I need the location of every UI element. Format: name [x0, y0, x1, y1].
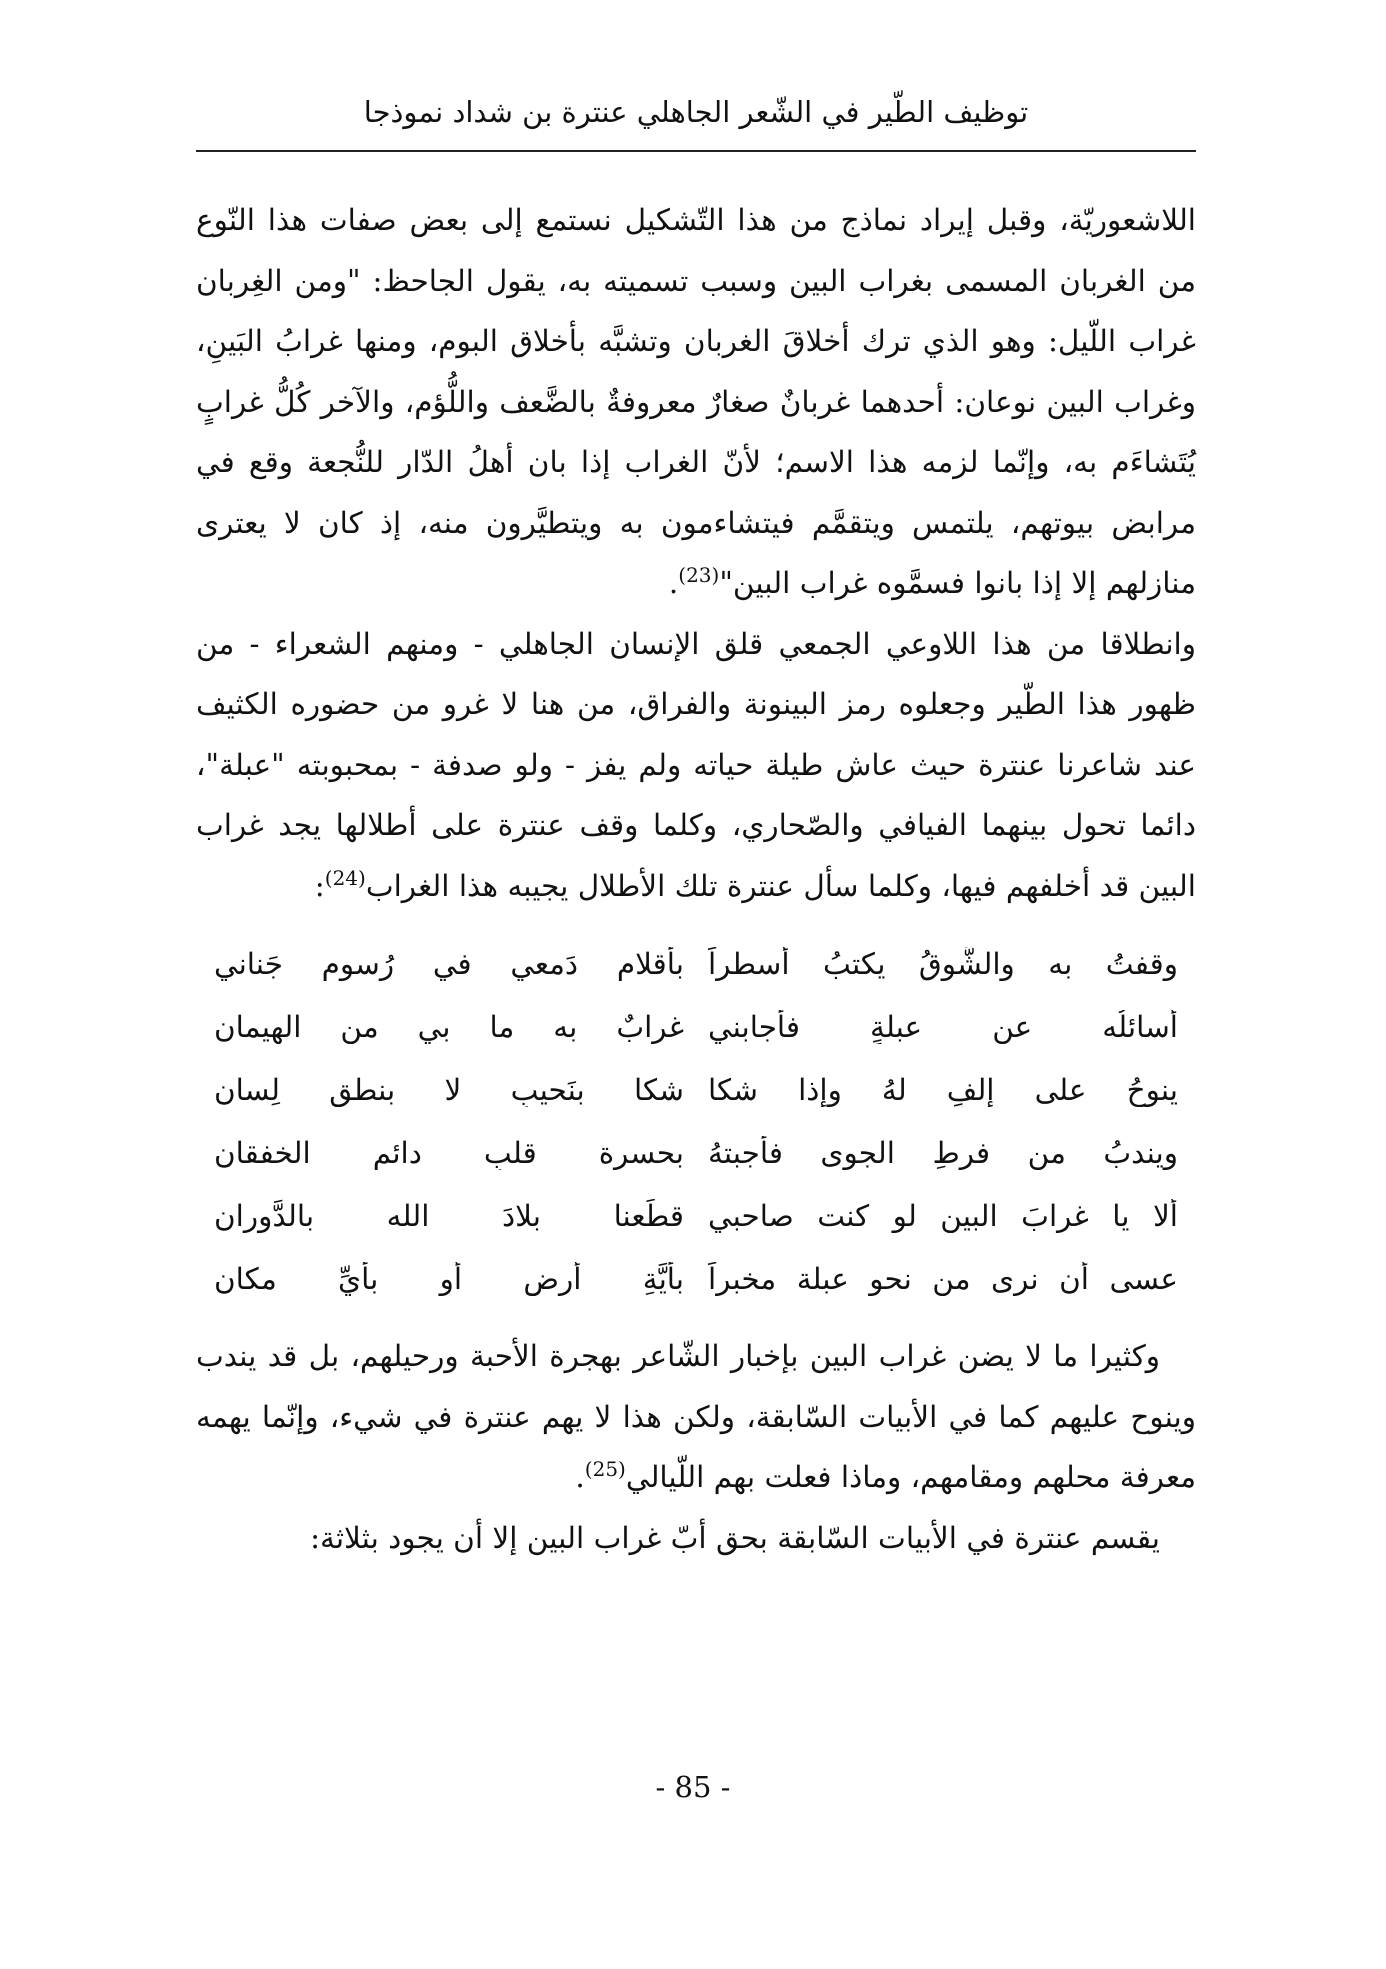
footnote-ref-25[interactable]: (25) — [584, 1457, 626, 1482]
paragraph-4-text: يقسم عنترة في الأبيات السّابقة بحق أبّ غراب البين إلا أن يجود بثلاثة: — [310, 1520, 1160, 1555]
verse-second-hemistich: غرابٌ به ما بي من الهيمان — [214, 1009, 684, 1044]
poem-verse — [214, 1121, 1178, 1184]
verse-first-hemistich: ألا يا غرابَ البين لو كنت صاحبي — [708, 1198, 1178, 1233]
paragraph-4 — [196, 1508, 1196, 1569]
verse-second-hemistich: بأقلامِ دَمعي في رُسوم جَناني — [214, 946, 684, 981]
paragraph-1-text: اللاشعوريّة، وقبل إيراد نماذج من هذا التّشكيل نستمع إلى بعض صفات هذا النّوع من الغربان المسمى بغراب البين وسبب تسميته به، يقول الجاحظ: "ومن الغِربان غراب اللّيل: وهو الذي ترك أخلاقَ الغربان وتشبَّه بأخلاق البوم، ومنها غرابُ البَينِ، وغراب البين نوعان: أحدهما غربانٌ صغارٌ معروفةٌ بالضَّعف واللُّؤم، والآخر كُلُّ غرابٍ يُتَشاءَم به، وإنّما لزمه هذا الاسم؛ لأنّ الغراب إذا بان أهلُ الدّار للنُّجعة وقع في مرابض بيوتهم، يلتمس ويتقمَّم فيتشاءمون به ويتطيَّرون منه، إذ كان لا يعترى منازلهم إلا إذا بانوا فسمَّوه غراب البين" — [196, 203, 1196, 600]
poem-verse — [214, 1184, 1178, 1247]
verse-first-hemistich: ويندبُ من فرطِ الجوى فأجبتهُ — [708, 1135, 1178, 1170]
body-text — [196, 190, 1196, 1568]
verse-first-hemistich: عسى أن نرى من نحو عبلة مخبراً — [708, 1261, 1178, 1296]
header-rule — [196, 150, 1196, 152]
paragraph-2 — [196, 614, 1196, 917]
verse-first-hemistich: وقفتُ به والشَّوقُ يكتبُ أسطراً — [708, 946, 1178, 981]
paragraph-3-text: وكثيرا ما لا يضن غراب البين بإخبار الشّاعر بهجرة الأحبة ورحيلهم، بل قد يندب وينوح عليهم كما في الأبيات السّابقة، ولكن هذا لا يهم عنترة في شيء، وإنّما يهمه معرفة محلهم ومقامهم، وماذا فعلت بهم اللّيالي — [196, 1339, 1196, 1494]
verse-second-hemistich: بحسرة قلبٍ دائم الخفقان — [214, 1135, 684, 1170]
footnote-ref-24[interactable]: (24) — [324, 865, 366, 890]
paragraph-3 — [196, 1326, 1196, 1508]
paragraph-3-end: . — [575, 1460, 585, 1494]
paragraph-1 — [196, 190, 1196, 614]
paragraph-2-end: : — [314, 868, 325, 903]
paragraph-2-text: وانطلاقا من هذا اللاوعي الجمعي قلق الإنسان الجاهلي - ومنهم الشعراء - من ظهور هذا الطّير وجعلوه رمز البينونة والفراق، من هنا لا غرو من حضوره الكثيف عند شاعرنا عنترة حيث عاش طيلة حياته ولم يفز - ولو صدفة - بمحبوبته "عبلة"، دائما تحول بينهما الفيافي والصّحاري، وكلما وقف عنترة على أطلالها يجد غراب البين قد أخلفهم فيها، وكلما سأل عنترة تلك الأطلال يجيبه هذا الغراب — [196, 626, 1196, 903]
verse-second-hemistich: قطَعنا بلادَ الله بالدَّوران — [214, 1198, 684, 1233]
poem-verse — [214, 1058, 1178, 1121]
verse-second-hemistich: بأيَّةِ أرضٍ أو بأيِّ مكان — [214, 1261, 684, 1296]
poem-verse — [214, 1247, 1178, 1310]
poem — [196, 932, 1196, 1310]
footnote-ref-23[interactable]: (23) — [678, 563, 720, 588]
paragraph-1-end: . — [668, 566, 679, 600]
running-header: توظيف الطّير في الشّعر الجاهلي عنترة بن شداد نموذجا — [363, 95, 1029, 129]
verse-first-hemistich: ينوحُ على إلفٍ لهُ وإذا شكا — [708, 1072, 1178, 1107]
verse-second-hemistich: شكا بنَحيبٍ لا بنطق لِسان — [214, 1072, 684, 1107]
poem-verse — [214, 995, 1178, 1058]
verse-first-hemistich: أُسائلُه عن عبلةٍ فأَجابني — [708, 1009, 1178, 1044]
poem-verse — [214, 932, 1178, 995]
page-number: - 85 - — [655, 1770, 731, 1804]
